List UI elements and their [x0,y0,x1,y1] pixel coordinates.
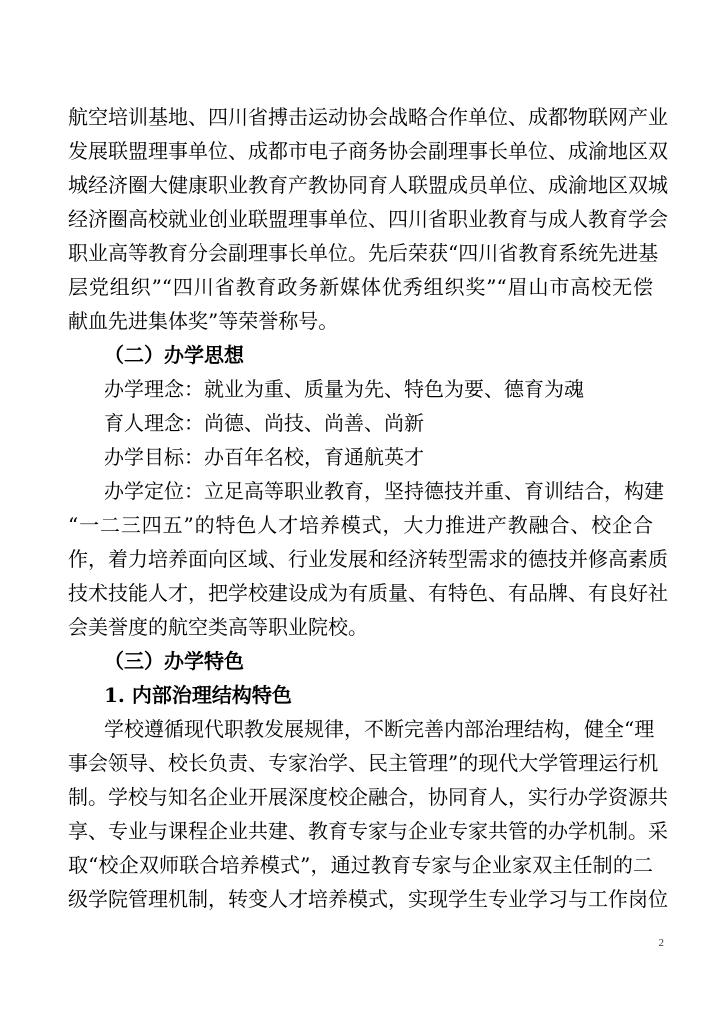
governance-subheading: 1. 内部治理结构特色 [104,683,292,707]
intro-line-6: 层党组织”“四川省教育政务新媒体优秀组织奖”“眉山市高校无偿 [68,275,653,299]
positioning-line-1: 办学定位：立足高等职业教育，坚持德技并重、育训结合，构建 [104,479,664,503]
section-2-heading: （二）办学思想 [104,343,244,367]
school-philosophy: 办学理念：就业为重、质量为先、特色为要、德育为魂 [104,377,584,401]
governance-line-4: 享、专业与课程企业共建、教育专家与企业专家共管的办学机制。采 [68,819,668,843]
positioning-line-3: 作，着力培养面向区域、行业发展和经济转型需求的德技并修高素质 [68,547,668,571]
intro-line-4: 经济圈高校就业创业联盟理事单位、四川省职业教育与成人教育学会 [68,207,668,231]
intro-line-2: 发展联盟理事单位、成都市电子商务协会副理事长单位、成渝地区双 [68,139,668,163]
intro-line-1: 航空培训基地、四川省搏击运动协会战略合作单位、成都物联网产业 [68,105,668,129]
positioning-line-5: 会美誉度的航空类高等职业院校。 [68,615,368,639]
section-3-heading: （三）办学特色 [104,649,244,673]
governance-line-2: 事会领导、校长负责、专家治学、民主管理”的现代大学管理运行机 [68,751,659,775]
page-number: 2 [658,937,664,949]
intro-line-7: 献血先进集体奖”等荣誉称号。 [68,309,339,333]
positioning-line-4: 技术技能人才，把学校建设成为有质量、有特色、有品牌、有良好社 [68,581,668,605]
governance-line-3: 制。学校与知名企业开展深度校企融合，协同育人，实行办学资源共 [68,785,668,809]
school-goal: 办学目标：办百年名校，育通航英才 [104,445,424,469]
positioning-line-2: “一二三四五”的特色人才培养模式，大力推进产教融合、校企合 [68,513,653,537]
governance-line-5: 取“校企双师联合培养模式”，通过教育专家与企业家双主任制的二 [68,853,653,877]
intro-line-5: 职业高等教育分会副理事长单位。先后荣获“四川省教育系统先进基 [68,241,659,265]
education-concept: 育人理念：尚德、尚技、尚善、尚新 [104,411,424,435]
intro-line-3: 城经济圈大健康职业教育产教协同育人联盟成员单位、成渝地区双城 [68,173,668,197]
governance-line-1: 学校遵循现代职教发展规律，不断完善内部治理结构，健全“理 [104,717,655,741]
governance-line-6: 级学院管理机制，转变人才培养模式，实现学生专业学习与工作岗位 [68,887,668,911]
